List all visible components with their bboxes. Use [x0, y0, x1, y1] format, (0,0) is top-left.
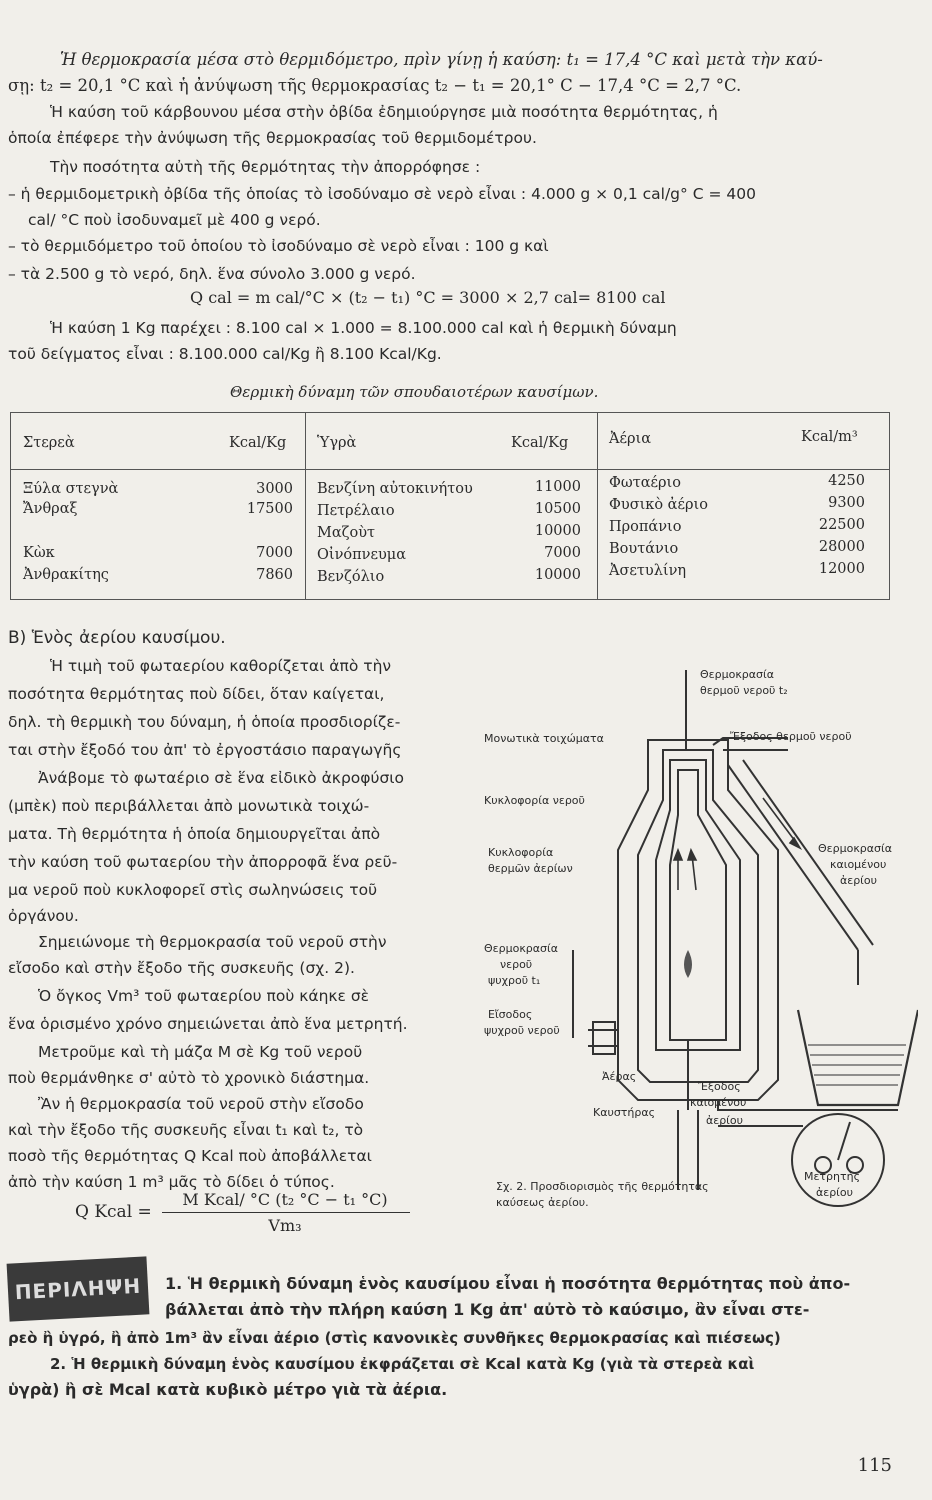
header-solids: Στερεὰ [23, 435, 75, 451]
page-number: 115 [857, 1455, 892, 1476]
intro-line-4: ὁποία ἐπέφερε τὴν ἀνύψωση τῆς θερμοκρασίας τοῦ θερμιδομέτρου. [8, 129, 537, 147]
label-cold-inlet-2: ψυχροῦ νεροῦ [484, 1024, 560, 1037]
label-hot-temp: Θερμοκρασία [700, 668, 774, 681]
intro-line-1: Ἡ θερμοκρασία μέσα στὸ θερμιδόμετρο, πρὶν γίνῃ ἡ καύση: t₁ = 17,4 °C καὶ μετὰ τὴν καύ- [60, 50, 823, 69]
section-b-line: μα νεροῦ ποὺ κυκλοφορεῖ στὶς σωληνώσεις τοῦ [8, 881, 378, 899]
label-burner: Καυστήρας [593, 1106, 656, 1119]
intro-line-12: τοῦ δείγματος εἶναι : 8.100.000 cal/Kg ἢ 8.100 Kcal/Kg. [8, 345, 442, 363]
gas-name: Φυσικὸ ἀέριο [609, 497, 708, 513]
fuel-calorific-table [10, 412, 890, 600]
inlet-fitting [593, 1022, 615, 1054]
figure-caption-2: καύσεως ἀερίου. [496, 1196, 589, 1209]
liquid-value: 10000 [534, 523, 581, 539]
flame [684, 950, 692, 978]
gas-name: Ἀσετυλίνη [609, 563, 687, 579]
label-cold-inlet: Εἴσοδος [488, 1008, 533, 1021]
summary-line-4: 2. Ἡ θερμικὴ δύναμη ἑνὸς καυσίμου ἐκφράζεται σὲ Kcal κατὰ Kg (γιὰ τὰ στερεὰ καὶ [50, 1355, 755, 1373]
intro-line-5: Τὴν ποσότητα αὐτὴ τῆς θερμότητας τὴν ἀπορρόφησε : [50, 158, 481, 176]
section-b-line: ὀργάνου. [8, 907, 79, 925]
summary-line-1: 1. Ἡ θερμικὴ δύναμη ἑνὸς καυσίμου εἶναι ἡ ποσότητα θερμότητας ποὺ ἀπο- [165, 1274, 851, 1293]
section-b-line: Ἡ τιμὴ τοῦ φωταερίου καθορίζεται ἀπὸ τὴν [50, 657, 392, 675]
section-b-line: ἕνα ὁρισμένο χρόνο σημειώνεται ἀπὸ ἕνα μετρητή. [8, 1015, 408, 1033]
section-b-line: ἀπὸ τὴν καύση 1 m³ μᾶς τὸ δίδει ὁ τύπος. [8, 1173, 335, 1191]
liquid-value: 7000 [544, 545, 581, 561]
label-insulating: Μονωτικὰ τοιχώματα [484, 732, 604, 745]
label-gas-exit: Ἔξοδος [698, 1080, 741, 1093]
gas-meter-needle [838, 1122, 850, 1160]
header-gases-unit: Kcal/m³ [801, 429, 858, 445]
gas-value: 28000 [818, 539, 865, 555]
liquid-value: 10500 [534, 501, 581, 517]
gas-calorimeter-diagram [478, 650, 918, 1220]
label-water-circulation: Κυκλοφορία νεροῦ [484, 794, 585, 807]
solid-value: 7860 [256, 567, 293, 583]
section-b-line: ποσότητα θερμότητας ποὺ δίδει, ὅταν καίγεται, [8, 685, 385, 703]
formula-denominator: Vm₃ [268, 1216, 302, 1235]
intro-line-8: – τὸ θερμιδόμετρο τοῦ ὁποίου τὸ ἰσοδύναμο σὲ νερὸ εἶναι : 100 g καὶ [8, 237, 549, 255]
liquid-name: Οἰνόπνευμα [317, 547, 407, 563]
intro-formula: Q cal = m cal/°C × (t₂ − t₁) °C = 3000 × 2,7 cal= 8100 cal [190, 288, 666, 307]
table-divider [597, 413, 598, 599]
label-meter-2: ἀερίου [816, 1186, 853, 1199]
gas-value: 12000 [818, 561, 865, 577]
section-b-line: Μετροῦμε καὶ τὴ μάζα M σὲ Kg τοῦ νεροῦ [38, 1043, 363, 1061]
table-caption: Θερμικὴ δύναμη τῶν σπουδαιοτέρων καυσίμων. [230, 383, 599, 401]
liquid-name: Πετρέλαιο [317, 503, 395, 519]
label-cold-temp-3: ψυχροῦ t₁ [488, 974, 541, 987]
label-cold-temp-2: νεροῦ [500, 958, 533, 971]
section-b-line: ματα. Τὴ θερμότητα ἡ ὁποία δημιουργεῖται ἀπὸ [8, 825, 381, 843]
section-b-line: εἴσοδο καὶ στὴν ἔξοδο τῆς συσκευῆς (σχ. 2). [8, 959, 355, 977]
gas-name: Φωταέριο [609, 475, 681, 491]
label-gas-exit-2: καιομένου [690, 1096, 747, 1109]
solid-name: Ξύλα στεγνὰ [23, 481, 119, 497]
formula-numerator: M Kcal/ °C (t₂ °C − t₁ °C) [182, 1190, 388, 1209]
section-b-line: Ὁ ὄγκος Vm³ τοῦ φωταερίου ποὺ κάηκε σὲ [38, 987, 370, 1005]
solid-name: Ἀνθρακίτης [23, 567, 109, 583]
label-gas-exit-3: ἀερίου [706, 1114, 743, 1127]
fraction-bar [162, 1212, 410, 1213]
summary-line-3: ρεὸ ἢ ὑγρό, ἢ ἀπὸ 1m³ ἂν εἶναι ἀέριο (στὶς κανονικὲς συνθῆκες θερμοκρασίας καὶ πιέσεως) [8, 1329, 781, 1347]
intro-line-3: Ἡ καύση τοῦ κάρβουνου μέσα στὴν ὀβίδα ἐδημιούργησε μιὰ ποσότητα θερμότητας, ἡ [50, 103, 718, 121]
intro-line-11: Ἡ καύση 1 Kg παρέχει : 8.100 cal × 1.000 = 8.100.000 cal καὶ ἡ θερμικὴ δύναμη [50, 319, 677, 337]
section-b-line: τὴν καύση τοῦ φωταερίου τὴν ἀπορροφᾶ ἕνα ρεῦ- [8, 853, 398, 871]
solid-value: 3000 [256, 481, 293, 497]
liquid-name: Βενζίνη αὐτοκινήτου [317, 481, 473, 497]
liquid-value: 11000 [534, 479, 581, 495]
header-liquids-unit: Kcal/Kg [511, 435, 569, 451]
label-hot-exit: Ἔξοδος θερμοῦ νεροῦ [730, 730, 852, 743]
inner-flue [670, 770, 726, 1040]
section-b-line: ται στὴν ἔξοδό του ἀπ' τὸ ἐργοστάσιο παραγωγῆς [8, 741, 402, 759]
label-meter: Μετρητὴς [804, 1170, 861, 1183]
gas-value: 4250 [828, 473, 865, 489]
section-b-line: ποσὸ τῆς θερμότητας Q Kcal ποὺ ἀποβάλλεται [8, 1147, 372, 1165]
gas-value: 9300 [828, 495, 865, 511]
label-burn-temp-2: καιομένου [830, 858, 887, 871]
table-header-row [11, 413, 889, 470]
section-b-line: ποὺ θερμάνθηκε σ' αὐτὸ τὸ χρονικὸ διάστημα. [8, 1069, 370, 1087]
summary-badge: ΠΕΡΙΛΗΨΗ [7, 1256, 150, 1321]
summary-line-2: βάλλεται ἀπὸ τὴν πλήρη καύση 1 Kg ἀπ' αὐτὸ τὸ καύσιμο, ἂν εἶναι στε- [165, 1300, 810, 1319]
section-b-line: Ἀνάβομε τὸ φωταέριο σὲ ἕνα εἰδικὸ ἀκροφύσιο [38, 769, 405, 787]
gas-name: Βουτάνιο [609, 541, 679, 557]
header-liquids: Ὑγρὰ [317, 435, 357, 451]
solid-value: 7000 [256, 545, 293, 561]
label-gas-circulation: Κυκλοφορία [488, 846, 554, 859]
section-b-line: Σημειώνομε τὴ θερμοκρασία τοῦ νεροῦ στὴν [38, 933, 387, 951]
gas-value: 22500 [818, 517, 865, 533]
solid-value: 17500 [246, 501, 293, 517]
section-b-heading: B) Ἑνὸς ἀερίου καυσίμου. [8, 628, 226, 648]
liquid-value: 10000 [534, 567, 581, 583]
liquid-name: Μαζοὺτ [317, 525, 376, 541]
section-b-line: Ἂν ἡ θερμοκρασία τοῦ νεροῦ στὴν εἴσοδο [38, 1095, 364, 1113]
intro-line-2: σῃ: t₂ = 20,1 °C καὶ ἡ ἀνύψωση τῆς θερμοκρασίας t₂ − t₁ = 20,1° C − 17,4 °C = 2,7 °C. [8, 76, 742, 95]
intro-line-7: cal/ °C ποὺ ἰσοδυναμεῖ μὲ 400 g νερό. [28, 211, 321, 229]
label-burn-temp: Θερμοκρασία [818, 842, 892, 855]
summary-line-5: ὑγρὰ) ἢ σὲ Mcal κατὰ κυβικὸ μέτρο γιὰ τὰ ἀέρια. [8, 1380, 448, 1399]
label-air: Ἀέρας [602, 1070, 637, 1083]
water-beaker [798, 1010, 918, 1105]
section-b-line: (μπὲκ) ποὺ περιβάλλεται ἀπὸ μονωτικὰ τοιχώ- [8, 797, 370, 815]
intro-line-9: – τὰ 2.500 g τὸ νερό, δηλ. ἕνα σύνολο 3.000 g νερό. [8, 265, 416, 283]
gas-name: Προπάνιο [609, 519, 682, 535]
figure-caption-1: Σχ. 2. Προσδιορισμὸς τῆς θερμότητας [496, 1180, 709, 1193]
label-burn-temp-3: ἀερίου [840, 874, 877, 887]
solid-name: Κὼκ [23, 545, 55, 561]
label-hot-temp-2: θερμοῦ νεροῦ t₂ [700, 684, 788, 697]
formula-left: Q Kcal = [75, 1202, 152, 1222]
label-gas-circulation-2: θερμῶν ἀερίων [488, 862, 573, 875]
solid-name: Ἄνθραξ [23, 501, 78, 517]
header-solids-unit: Kcal/Kg [229, 435, 287, 451]
section-b-line: δηλ. τὴ θερμικὴ του δύναμη, ἡ ὁποία προσδιορίζε- [8, 713, 401, 731]
table-divider [305, 413, 306, 599]
liquid-name: Βενζόλιο [317, 569, 385, 585]
section-b-line: καὶ τὴν ἔξοδο τῆς συσκευῆς εἶναι t₁ καὶ t₂, τὸ [8, 1121, 364, 1139]
label-cold-temp: Θερμοκρασία [484, 942, 558, 955]
header-gases: Ἀέρια [609, 431, 651, 447]
intro-line-6: – ἡ θερμιδομετρικὴ ὀβίδα τῆς ὁποίας τὸ ἰσοδύναμο σὲ νερὸ εἶναι : 4.000 g × 0,1 cal/g° C = 400 [8, 185, 756, 203]
